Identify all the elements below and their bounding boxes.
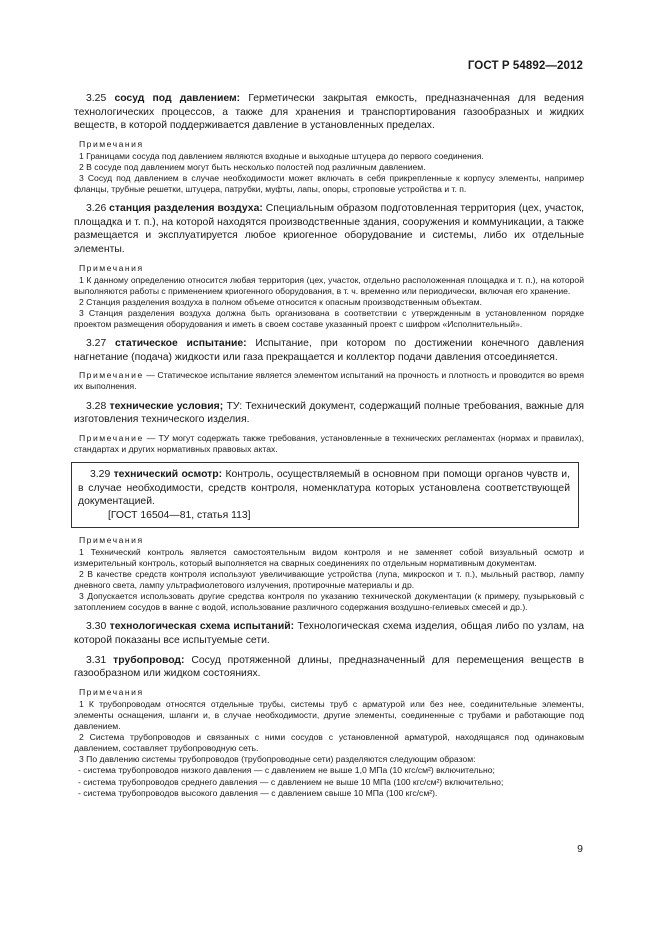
note-3-27 <box>74 370 584 392</box>
list-item: - система трубопроводов высокого давления — с давлением свыше 10 МПа (100 кгс/см²). <box>78 787 438 798</box>
term-title: технический осмотр: <box>113 468 223 480</box>
note-item: 1 К данному определению относится любая территория (цех, участок, отдельно расположенная площадка и т. п.), на которой выполняются работы с применением криогенного оборудования, в т. ч. временно или периодически, включая его хранение. <box>74 274 584 296</box>
term-definition: Специальным образом подготовленная территория (цех, участок, площадка и т. п.), на которой находятся производственные здания, сооружения и коммуникации, а также размещается и эксплуатируется любое криогенное оборудование и системы, либо их отдельные элементы. <box>74 203 585 256</box>
source-reference: [ГОСТ 16504—81, статья 113] <box>108 509 251 521</box>
term-3-28: 3.28 технические условия; ТУ: Технический документ, содержащий полные требования, важные для изготовления технического изделия. <box>74 400 584 426</box>
term-definition: Технологическая схема изделия, общая либо по узлам, на которой показаны все испытуемые сети. <box>74 621 585 646</box>
notes-3-26 <box>74 263 584 331</box>
term-title: технологическая схема испытаний: <box>109 621 295 633</box>
standard-designation: ГОСТ Р 54892—2012 <box>467 60 583 72</box>
notes-3-29 <box>74 535 584 614</box>
page-number: 9 <box>577 843 583 855</box>
notes-3-25 <box>74 139 584 195</box>
term-3-25: 3.25 сосуд под давлением: Герметически закрытая емкость, предназначенная для ведения технологических процессов, а также для хранения и транспортирования газообразных и жидких веществ, в которой поддерживается давление в установленных пределах. <box>74 93 584 132</box>
note-item: 2 В качестве средств контроля используют увеличивающие устройства (лупа, микроскоп и т. п.), мыльный раствор, лампу дневного света, лампу ультрафиолетового излучения, протирочные материалы и др. <box>74 569 584 591</box>
term-title: статическое испытание: <box>115 338 247 350</box>
notes-title: Примечания <box>79 686 144 697</box>
notes-title: Примечания <box>79 138 144 149</box>
note-text: — ТУ могут содержать также требования, установленные в технических регламентах (нормах и правилах), стандартах и других нормативных правовых актах. <box>74 432 584 454</box>
note-item: 2 В сосуде под давлением могут быть несколько полостей под различным давлением. <box>79 161 426 172</box>
notes-title: Примечания <box>79 262 144 273</box>
note-item: 2 Станция разделения воздуха в полном объеме относится к опасным производственным объектам. <box>79 296 482 307</box>
term-definition: Контроль, осуществляемый в основном при помощи органов чувств и, в случае необходимости, средств контроля, номенклатура которых установлена соответствующей документацией. <box>78 468 570 508</box>
note-item: 1 Технический контроль является самостоятельным видом контроля и не заменяет собой визуальный осмотр и измерительный контроль, который выполняется на сварных соединениях по отдельным нормативным документам. <box>74 546 584 568</box>
note-label: Примечание <box>79 370 144 381</box>
note-text: — Статическое испытание является элементом испытаний на прочность и плотность и проводится во время их выполнения. <box>74 370 584 392</box>
note-item: 3 Станция разделения воздуха должна быть организована в соответствии с утвержденным в установленном порядке проектом размещения оборудования и иметь в своем составе указанный проект с шифром «Исполнительный». <box>74 308 584 330</box>
term-3-30: 3.30 технологическая схема испытаний: Технологическая схема изделия, общая либо по узлам, на которой показаны все испытуемые сети. <box>74 621 585 646</box>
note-item: 3 Допускается использовать другие средства контроля по указанию технической документации (к примеру, пузырьковый с затоплением сосудов в ванне с водой, использование различного содержания воздушно-гелиевых смесей и др.). <box>74 591 584 613</box>
term-definition: Герметически закрытая емкость, предназначенная для ведения технологических процессов, а также для хранения и транспортирования газообразных и жидких веществ, в которой поддерживается давление в установленных пределах. <box>74 93 584 132</box>
document-body <box>74 92 584 806</box>
term-title: станция разделения воздуха: <box>109 203 263 215</box>
notes-title: Примечания <box>79 534 144 545</box>
term-3-29-box <box>71 462 579 528</box>
list-item: - система трубопроводов среднего давления — с давлением не выше 10 МПа (100 кгс/см²) включительно; <box>78 776 504 787</box>
note-label: Примечание <box>79 432 144 443</box>
note-item: 3 По давлению системы трубопроводов (трубопроводные сети) разделяются следующим образом: <box>79 754 476 765</box>
note-item: 2 Система трубопроводов и связанных с ними сосудов с установленной арматурой, находящаяся под одинаковым давлением, составляет трубопроводную сеть. <box>74 732 584 754</box>
term-definition: ТУ: Технический документ, содержащий полные требования, важные для изготовления технического изделия. <box>74 400 584 426</box>
term-definition: Испытание, при котором по достижении конечного давления нагнетание (подача) жидкости или газа прекращается и коллектор подачи давления отсоединяется. <box>74 338 584 363</box>
term-3-31: 3.31 трубопровод: Сосуд протяженной длины, предназначенный для перемещения веществ в газообразном или жидком состояниях. <box>74 654 585 680</box>
note-item: 1 К трубопроводам относятся отдельные трубы, системы труб с арматурой или без нее, соединительные элементы, элементы оснащения, шланги и, в случае необходимости, другие элементы, соединенные с трубами и работающие под давлением. <box>74 698 584 732</box>
term-title: трубопровод: <box>113 654 185 666</box>
term-title: сосуд под давлением: <box>114 93 241 104</box>
term-definition: Сосуд протяженной длины, предназначенный для перемещения веществ в газообразном или жидком состояниях. <box>74 654 585 680</box>
note-3-28 <box>74 433 584 455</box>
notes-3-31 <box>74 687 584 799</box>
list-item: - система трубопроводов низкого давления — с давлением не выше 1,0 МПа (10 кгс/см²) включительно; <box>78 765 495 776</box>
term-3-29: 3.29 технический осмотр: Контроль, осуществляемый в основном при помощи органов чувств и, в случае необходимости, средств контроля, номенклатура которых установлена соответствующей документацией. <box>78 468 570 508</box>
note-item: 1 Границами сосуда под давлением являются входные и выходные штуцера до первого соединения. <box>79 150 484 161</box>
note-item: 3 Сосуд под давлением в случае необходимости может включать в себя прикрепленные к корпусу элементы, например фланцы, трубные решетки, штуцера, патрубки, муфты, лапы, опоры, строповые устройства и т. п. <box>74 173 584 195</box>
term-title: технические условия; <box>109 400 224 412</box>
term-3-26: 3.26 станция разделения воздуха: Специальным образом подготовленная территория (цех, участок, площадка и т. п.), на которой находятся производственные здания, сооружения и коммуникации, а также размещается и эксплуатируется любое криогенное оборудование и системы, либо их отдельные элементы. <box>74 203 585 256</box>
term-3-27: 3.27 статическое испытание: Испытание, при котором по достижении конечного давления нагнетание (подача) жидкости или газа прекращается и коллектор подачи давления отсоединяется. <box>74 338 584 363</box>
